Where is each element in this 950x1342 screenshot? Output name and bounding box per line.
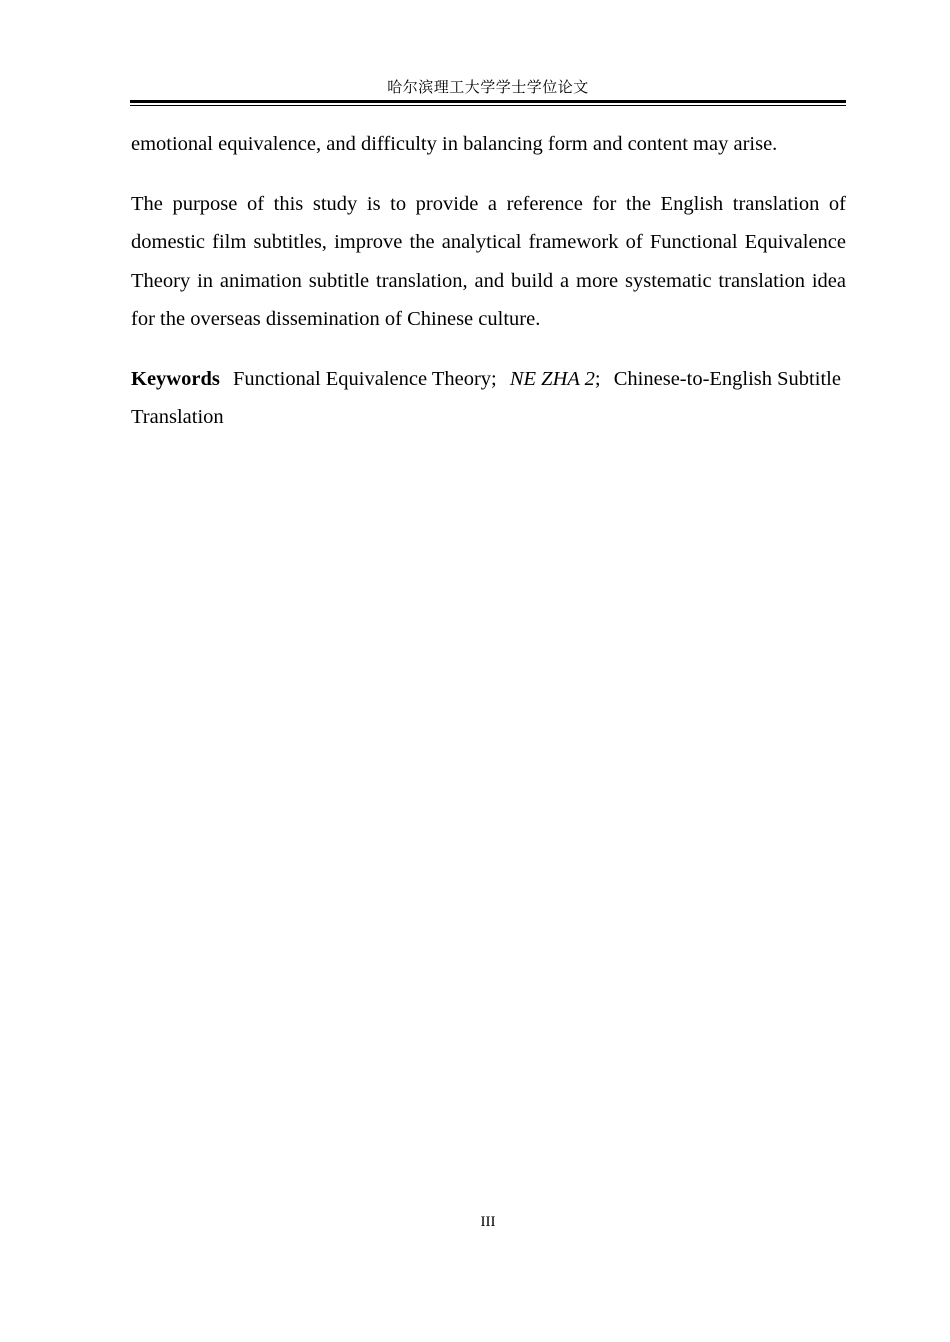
page-number: III [480, 1214, 496, 1230]
paragraph-continuation: emotional equivalence, and difficulty in balancing form and content may arise. [131, 133, 778, 155]
paragraph-purpose: The purpose of this study is to provide a reference for the English translation of domestic film subtitles, improve the analytical framework of Functional Equivalence Theory in animation subtitle translation, and build a more systematic translation idea for the overseas dissemination of Chinese culture. [131, 193, 846, 331]
page-header: 哈尔滨理工大学学士学位论文 [387, 80, 589, 96]
keywords-label: Keywords [131, 368, 220, 390]
keyword-item-3: Chinese-to-English Subtitle Translation [131, 368, 841, 429]
header-rule-thin [130, 105, 846, 106]
keyword-item-1: Functional Equivalence Theory; [232, 368, 497, 390]
keywords-line [131, 360, 846, 437]
keyword-item-2-separator: ; [594, 368, 601, 390]
keyword-item-2: NE ZHA 2 [509, 368, 595, 390]
header-rule-thick [130, 100, 846, 103]
